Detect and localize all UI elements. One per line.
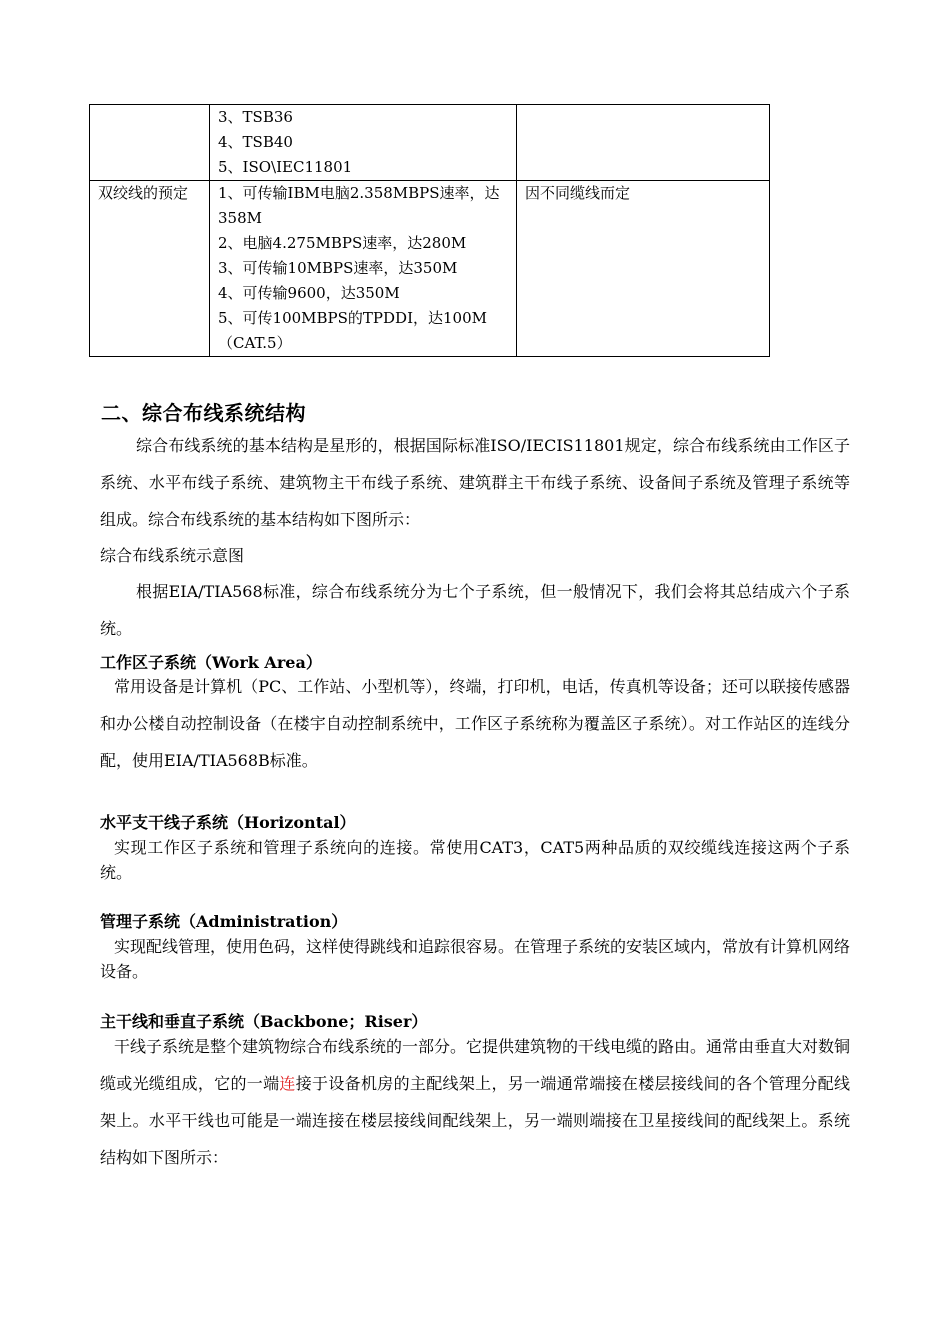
horizontal-heading: 水平支干线子系统（Horizontal） [100, 813, 356, 832]
table-cell-line: 3、可传输10MBPS速率，达350M [218, 259, 458, 277]
highlighted-word: 连 [279, 1074, 296, 1093]
horizontal-body: 实现工作区子系统和管理子系统向的连接。常使用CAT3，CAT5两种品质的双绞缆线连接这两个子系统。 [100, 838, 850, 882]
backbone-body [100, 1028, 850, 1176]
backbone-heading: 主干线和垂直子系统（Backbone；Riser） [100, 1012, 428, 1031]
backbone-body-text: 干线子系统是整个建筑物综合布线系统的一部分。它提供建筑物的干线电缆的路由。通常由垂直大对数铜缆或光缆组成，它的一端 [100, 1037, 851, 1093]
table-cell-line: 4、可传输9600，达350M [218, 284, 400, 302]
table-cell [517, 105, 770, 181]
administration-heading: 管理子系统（Administration） [100, 912, 348, 931]
intro-paragraph: 综合布线系统的基本结构是星形的，根据国际标准ISO/IECIS11801规定，综合布线系统由工作区子系统、水平布线子系统、建筑物主干布线子系统、建筑群主干布线子系统、设备间子系统及管理子系统等组成。综合布线系统的基本结构如下图所示： [100, 436, 850, 529]
subsystems-paragraph: 根据EIA/TIA568标准，综合布线系统分为七个子系统，但一般情况下，我们会将其总结成六个子系统。 [100, 582, 850, 638]
table-cell [90, 105, 210, 181]
table-cell-line: 5、可传100MBPS的TPDDI，达100M（CAT.5） [218, 309, 487, 352]
backbone-body-text: 接于设备机房的主配线架上，另一端通常端接在楼层接线间的各个管理分配线架上。水平干线也可能是一端连接在楼层接线间配线架上，另一端则端接在卫星接线间的配线架上。系统结构如下图所示： [100, 1074, 850, 1167]
table-cell: 因不同缆线而定 [517, 181, 770, 357]
table-row [90, 181, 770, 357]
diagram-caption: 综合布线系统示意图 [100, 546, 245, 565]
table-cell-line: 5、ISO\IEC11801 [218, 158, 353, 176]
table-cell-line: 1、可传输IBM电脑2.358MBPS速率，达358M [218, 184, 500, 227]
table-cell-line: 2、电脑4.275MBPS速率，达280M [218, 234, 467, 252]
administration-body: 实现配线管理，使用色码，这样使得跳线和追踪很容易。在管理子系统的安装区域内，常放有计算机网络设备。 [100, 937, 851, 981]
table-cell: 双绞线的预定 [90, 181, 210, 357]
table-cell [210, 181, 517, 357]
table-row [90, 105, 770, 181]
table-cell-line: 4、TSB40 [218, 133, 293, 151]
spec-table [89, 104, 770, 357]
table-cell-line: 3、TSB36 [218, 108, 293, 126]
section-heading: 二、综合布线系统结构 [101, 401, 306, 425]
table-cell [210, 105, 517, 181]
work-area-heading: 工作区子系统（Work Area） [100, 653, 322, 672]
work-area-body: 常用设备是计算机（PC、工作站、小型机等），终端，打印机，电话，传真机等设备；还可以联接传感器和办公楼自动控制设备（在楼宇自动控制系统中，工作区子系统称为覆盖区子系统）。对工作站区的连线分配，使用EIA/TIA568B标准。 [100, 677, 850, 770]
